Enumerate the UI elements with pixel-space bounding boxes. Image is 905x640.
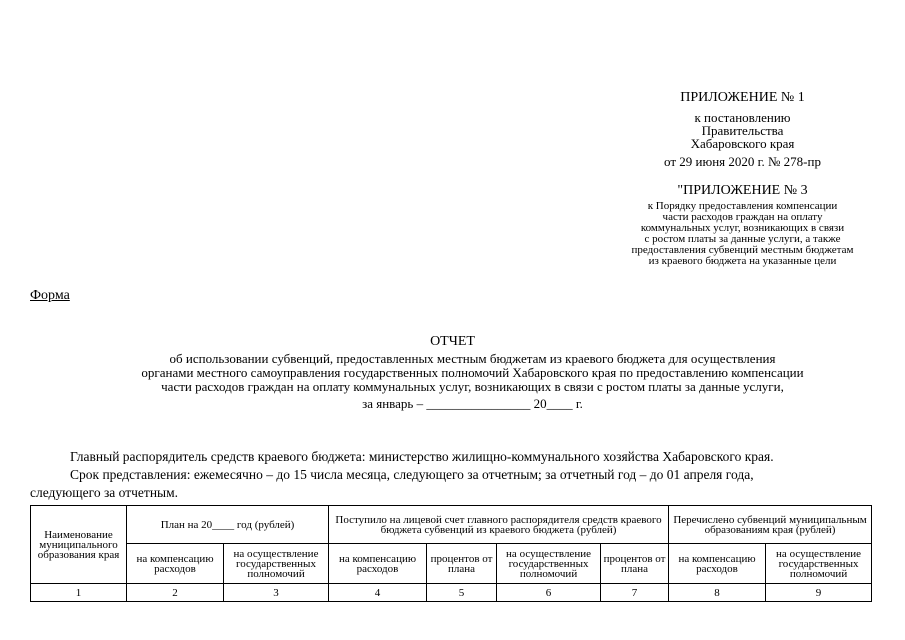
report-table	[30, 505, 872, 602]
form-label: Форма	[30, 288, 70, 303]
appendix3-line: предоставления субвенций местным бюджетам	[631, 244, 854, 256]
appendix3-line: с ростом платы за данные услуги, а также	[644, 233, 841, 245]
subheader-cell: на компенсацию расходов	[127, 544, 224, 584]
column-number: 3	[224, 584, 329, 602]
deadline-paragraph-cont: следующего за отчетным.	[30, 485, 179, 500]
report-subtitle-line: части расходов граждан на оплату коммунальных услуг, возникающих в связи с ростом платы за данные услуги,	[161, 379, 784, 394]
appendix3-line: части расходов граждан на оплату	[662, 211, 823, 223]
subheader-cell: на осуществление государственных полномочий	[224, 544, 329, 584]
report-period: за январь – ________________ 20____ г.	[362, 396, 583, 411]
column-number: 9	[766, 584, 872, 602]
appendix1-line: Хабаровского края	[690, 136, 795, 151]
column-number: 7	[601, 584, 669, 602]
column-number: 8	[669, 584, 766, 602]
subheader-cell: процентов от плана	[427, 544, 497, 584]
deadline-paragraph: Срок представления: ежемесячно – до 15 числа месяца, следующего за отчетным; за отчетный год – до 01 апреля года,	[70, 467, 754, 482]
column-number: 4	[329, 584, 427, 602]
column-number: 2	[127, 584, 224, 602]
header-transferred: Перечислено субвенций муниципальным образованиям края (рублей)	[669, 506, 872, 544]
appendix1-line: Правительства	[701, 123, 784, 138]
subheader-cell: на осуществление государственных полномочий	[766, 544, 872, 584]
column-number: 6	[497, 584, 601, 602]
header-received: Поступило на лицевой счет главного распорядителя средств краевого бюджета субвенций из краевого бюджета (рублей)	[329, 506, 669, 544]
appendix3-title: "ПРИЛОЖЕНИЕ № 3	[677, 183, 808, 198]
column-number: 1	[31, 584, 127, 602]
appendix1-title: ПРИЛОЖЕНИЕ № 1	[680, 90, 805, 105]
report-subtitle-line: об использовании субвенций, предоставленных местным бюджетам из краевого бюджета для осуществления	[169, 351, 776, 366]
report-subtitle-line: органами местного самоуправления государственных полномочий Хабаровского края по предоставлению компенсации	[141, 365, 804, 380]
report-title: ОТЧЕТ	[430, 334, 475, 349]
distributor-paragraph: Главный распорядитель средств краевого бюджета: министерство жилищно-коммунального хозяйства Хабаровского края.	[70, 449, 774, 464]
subheader-cell: на компенсацию расходов	[669, 544, 766, 584]
subheader-cell: на осуществление государственных полномочий	[497, 544, 601, 584]
appendix3-line: коммунальных услуг, возникающих в связи	[640, 222, 845, 234]
header-plan: План на 20____ год (рублей)	[127, 506, 329, 544]
appendix1-line: от 29 июня 2020 г. № 278-пр	[664, 154, 821, 169]
subheader-cell: на компенсацию расходов	[329, 544, 427, 584]
header-municipality: Наименование муниципального образования края	[31, 506, 127, 584]
subheader-cell: процентов от плана	[601, 544, 669, 584]
appendix3-line: к Порядку предоставления компенсации	[647, 200, 838, 212]
appendix3-line: из краевого бюджета на указанные цели	[648, 255, 837, 267]
appendix1-line: к постановлению	[694, 110, 791, 125]
column-number: 5	[427, 584, 497, 602]
